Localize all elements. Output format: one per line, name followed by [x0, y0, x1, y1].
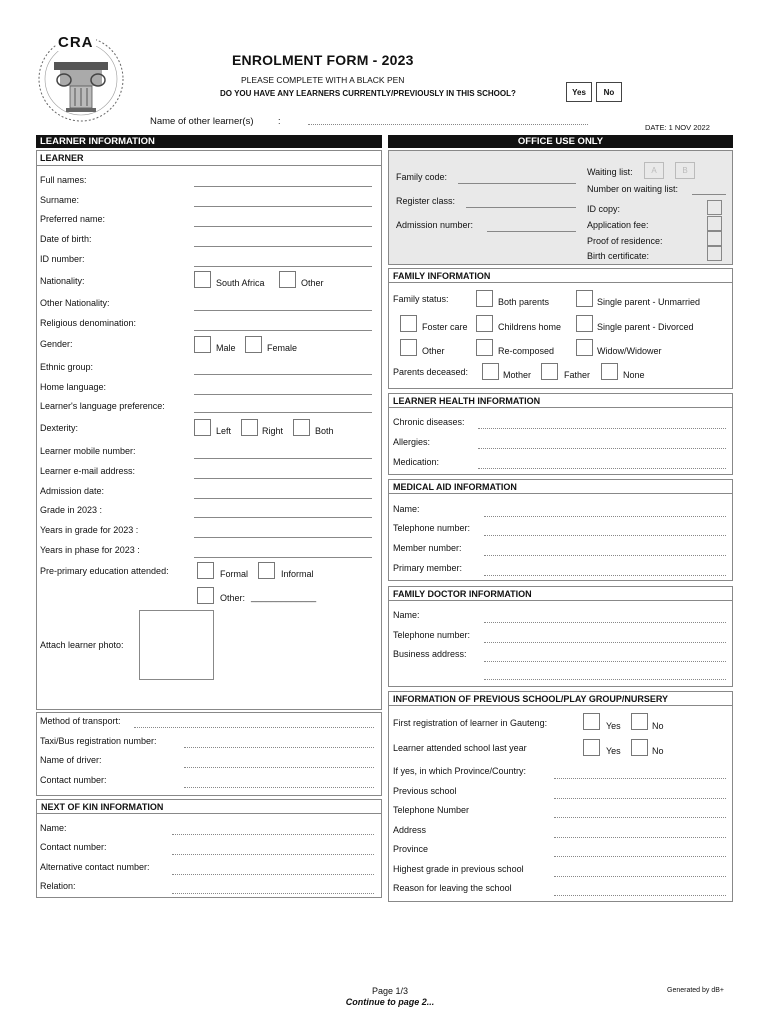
kin-relation-input[interactable]	[172, 893, 374, 894]
previous-school-label: Previous school	[393, 786, 457, 796]
preprimary-other-blank[interactable]: _____________	[251, 592, 317, 602]
id-copy-checkbox[interactable]	[707, 200, 722, 215]
family-other-checkbox[interactable]	[400, 339, 417, 356]
full-names-input[interactable]	[194, 186, 372, 187]
generator-note: Generated by dB+	[667, 987, 725, 994]
admission-date-label: Admission date:	[40, 486, 105, 496]
kin-contact-input[interactable]	[172, 854, 374, 855]
highest-grade-input[interactable]	[554, 876, 726, 877]
learner-info-banner: LEARNER INFORMATION	[36, 135, 382, 148]
dexterity-label: Dexterity:	[40, 423, 79, 433]
grade-input[interactable]	[194, 517, 372, 518]
kin-relation-label: Relation:	[40, 881, 76, 891]
first-reg-yes-option: Yes	[606, 721, 621, 731]
form-date: DATE: 1 NOV 2022	[645, 123, 710, 132]
other-nationality-label: Other Nationality:	[40, 298, 110, 308]
school-logo	[32, 34, 130, 124]
application-fee-label: Application fee:	[587, 220, 649, 230]
mobile-label: Learner mobile number:	[40, 446, 136, 456]
other-learner-input[interactable]	[308, 124, 588, 125]
years-grade-label: Years in grade for 2023 :	[40, 525, 139, 535]
both-parents-checkbox[interactable]	[476, 290, 493, 307]
doctor-telephone-label: Telephone number:	[393, 630, 471, 640]
south-africa-option: South Africa	[216, 278, 265, 288]
province-country-input[interactable]	[554, 778, 726, 779]
register-class-input[interactable]	[466, 207, 576, 208]
last-year-yes-option: Yes	[606, 746, 621, 756]
chronic-label: Chronic diseases:	[393, 417, 465, 427]
email-label: Learner e-mail address:	[40, 466, 136, 476]
doctor-panel	[388, 601, 733, 687]
none-checkbox[interactable]	[601, 363, 618, 380]
male-option: Male	[216, 343, 236, 353]
right-option: Right	[262, 426, 284, 436]
nationality-other-option: Other	[301, 278, 324, 288]
id-number-input[interactable]	[194, 266, 372, 267]
family-status-label: Family status:	[393, 294, 449, 304]
photo-label: Attach learner photo:	[40, 640, 124, 650]
number-waiting-label: Number on waiting list:	[587, 184, 679, 194]
kin-name-label: Name:	[40, 823, 67, 833]
primary-member-label: Primary member:	[393, 563, 463, 573]
form-title: ENROLMENT FORM - 2023	[232, 52, 414, 68]
birth-cert-checkbox[interactable]	[707, 246, 722, 261]
both-parents-option: Both parents	[498, 297, 550, 307]
surname-label: Surname:	[40, 195, 80, 205]
sibling-no-box[interactable]: No	[596, 82, 622, 102]
family-info-header: FAMILY INFORMATION	[388, 268, 733, 283]
single-divorced-option: Single parent - Divorced	[597, 322, 694, 332]
kin-contact-label: Contact number:	[40, 842, 107, 852]
transport-contact-input[interactable]	[184, 787, 374, 788]
doctor-name-input[interactable]	[484, 622, 726, 623]
doctor-address-input[interactable]	[484, 661, 726, 662]
prev-telephone-label: Telephone Number	[393, 805, 470, 815]
right-checkbox[interactable]	[241, 419, 258, 436]
transport-method-label: Method of transport:	[40, 716, 121, 726]
ethnic-label: Ethnic group:	[40, 362, 94, 372]
waiting-list-b-box[interactable]: B	[675, 162, 695, 179]
single-divorced-checkbox[interactable]	[576, 315, 593, 332]
admission-number-label: Admission number:	[396, 220, 474, 230]
waiting-list-a-box[interactable]: A	[644, 162, 664, 179]
email-input[interactable]	[194, 478, 372, 479]
waiting-list-label: Waiting list:	[587, 167, 633, 177]
male-checkbox[interactable]	[194, 336, 211, 353]
first-reg-yes-checkbox[interactable]	[583, 713, 600, 730]
nationality-label: Nationality:	[40, 276, 85, 286]
allergies-input[interactable]	[478, 448, 726, 449]
informal-option: Informal	[281, 569, 314, 579]
number-waiting-input[interactable]	[692, 194, 726, 195]
left-checkbox[interactable]	[194, 419, 211, 436]
taxi-registration-input[interactable]	[184, 747, 374, 748]
logo-text: CRA	[58, 34, 94, 51]
health-header: LEARNER HEALTH INFORMATION	[388, 393, 733, 408]
primary-member-input[interactable]	[484, 575, 726, 576]
formal-checkbox[interactable]	[197, 562, 214, 579]
last-year-yes-checkbox[interactable]	[583, 739, 600, 756]
highest-grade-label: Highest grade in previous school	[393, 864, 524, 874]
full-names-label: Full names:	[40, 175, 87, 185]
driver-name-input[interactable]	[184, 767, 374, 768]
widow-option: Widow/Widower	[597, 346, 662, 356]
preferred-name-input[interactable]	[194, 226, 372, 227]
admission-number-input[interactable]	[487, 231, 576, 232]
reason-leaving-input[interactable]	[554, 895, 726, 896]
home-language-input[interactable]	[194, 394, 372, 395]
south-africa-checkbox[interactable]	[194, 271, 211, 288]
preferred-name-label: Preferred name:	[40, 214, 106, 224]
kin-name-input[interactable]	[172, 834, 374, 835]
last-year-no-checkbox[interactable]	[631, 739, 648, 756]
office-use-banner: OFFICE USE ONLY	[388, 135, 733, 148]
kin-alt-contact-input[interactable]	[172, 874, 374, 875]
recomposed-checkbox[interactable]	[476, 339, 493, 356]
kin-alt-contact-label: Alternative contact number:	[40, 862, 150, 872]
medical-aid-header: MEDICAL AID INFORMATION	[388, 479, 733, 494]
transport-method-input[interactable]	[134, 727, 374, 728]
childrens-home-checkbox[interactable]	[476, 315, 493, 332]
first-reg-no-checkbox[interactable]	[631, 713, 648, 730]
foster-care-checkbox[interactable]	[400, 315, 417, 332]
id-number-label: ID number:	[40, 254, 85, 264]
mother-option: Mother	[503, 370, 532, 380]
pen-instruction: PLEASE COMPLETE WITH A BLACK PEN	[241, 75, 405, 85]
member-number-input[interactable]	[484, 555, 726, 556]
medication-label: Medication:	[393, 457, 440, 467]
medical-name-label: Name:	[393, 504, 420, 514]
admission-date-input[interactable]	[194, 498, 372, 499]
proof-residence-label: Proof of residence:	[587, 236, 663, 246]
doctor-telephone-input[interactable]	[484, 642, 726, 643]
doctor-name-label: Name:	[393, 610, 420, 620]
both-checkbox[interactable]	[293, 419, 310, 436]
prev-province-label: Province	[393, 844, 429, 854]
proof-residence-checkbox[interactable]	[707, 231, 722, 246]
parents-deceased-label: Parents deceased:	[393, 367, 469, 377]
medical-name-input[interactable]	[484, 516, 726, 517]
formal-option: Formal	[220, 569, 249, 579]
learner-photo-box[interactable]	[139, 610, 214, 680]
prev-address-input[interactable]	[554, 837, 726, 838]
father-option: Father	[564, 370, 591, 380]
widow-checkbox[interactable]	[576, 339, 593, 356]
nationality-other-checkbox[interactable]	[279, 271, 296, 288]
application-fee-checkbox[interactable]	[707, 216, 722, 231]
learner-subheader: LEARNER	[36, 150, 382, 166]
previous-school-header: INFORMATION OF PREVIOUS SCHOOL/PLAY GROUP/NURSERY	[388, 691, 733, 706]
family-other-option: Other	[422, 346, 445, 356]
other-nationality-input[interactable]	[194, 310, 372, 311]
years-grade-input[interactable]	[194, 537, 372, 538]
sibling-question: DO YOU HAVE ANY LEARNERS CURRENTLY/PREVIOUSLY IN THIS SCHOOL?	[220, 89, 516, 98]
prev-telephone-input[interactable]	[554, 817, 726, 818]
medical-telephone-label: Telephone number:	[393, 523, 471, 533]
allergies-label: Allergies:	[393, 437, 431, 447]
mobile-input[interactable]	[194, 458, 372, 459]
driver-name-label: Name of driver:	[40, 755, 102, 765]
none-option: None	[623, 370, 645, 380]
register-class-label: Register class:	[396, 196, 456, 206]
ethnic-input[interactable]	[194, 374, 372, 375]
childrens-home-option: Childrens home	[498, 322, 562, 332]
other-learner-label: Name of other learner(s)	[150, 116, 254, 127]
next-of-kin-header: NEXT OF KIN INFORMATION	[36, 799, 382, 814]
medical-telephone-input[interactable]	[484, 535, 726, 536]
preprimary-other-checkbox[interactable]	[197, 587, 214, 604]
preprimary-other-option: Other:	[220, 593, 246, 603]
reason-leaving-label: Reason for leaving the school	[393, 883, 512, 893]
doctor-address-input-2[interactable]	[484, 679, 726, 680]
language-pref-label: Learner's language preference:	[40, 401, 165, 411]
female-option: Female	[267, 343, 298, 353]
first-reg-no-option: No	[652, 721, 664, 731]
foster-care-option: Foster care	[422, 322, 468, 332]
religion-input[interactable]	[194, 330, 372, 331]
single-unmarried-checkbox[interactable]	[576, 290, 593, 307]
years-phase-label: Years in phase for 2023 :	[40, 545, 140, 555]
previous-school-input[interactable]	[554, 798, 726, 799]
sibling-yes-box[interactable]: Yes	[566, 82, 592, 102]
family-code-input[interactable]	[458, 183, 576, 184]
language-pref-input[interactable]	[194, 412, 372, 413]
birth-cert-label: Birth certificate:	[587, 251, 650, 261]
province-country-label: If yes, in which Province/Country:	[393, 766, 527, 776]
chronic-input[interactable]	[478, 428, 726, 429]
next-of-kin-panel	[36, 814, 382, 898]
last-year-no-option: No	[652, 746, 664, 756]
id-copy-label: ID copy:	[587, 204, 621, 214]
female-checkbox[interactable]	[245, 336, 262, 353]
continue-note: Continue to page 2...	[345, 997, 435, 1007]
mother-checkbox[interactable]	[482, 363, 499, 380]
taxi-registration-label: Taxi/Bus registration number:	[40, 736, 157, 746]
doctor-address-label: Business address:	[393, 649, 467, 659]
grade-label: Grade in 2023 :	[40, 505, 103, 515]
single-unmarried-option: Single parent - Unmarried	[597, 297, 701, 307]
left-option: Left	[216, 426, 232, 436]
informal-checkbox[interactable]	[258, 562, 275, 579]
surname-input[interactable]	[194, 206, 372, 207]
years-phase-input[interactable]	[194, 557, 372, 558]
transport-contact-label: Contact number:	[40, 775, 107, 785]
gender-label: Gender:	[40, 339, 73, 349]
home-language-label: Home language:	[40, 382, 107, 392]
medication-input[interactable]	[478, 468, 726, 469]
preprimary-label: Pre-primary education attended:	[40, 566, 169, 576]
member-number-label: Member number:	[393, 543, 462, 553]
prev-province-input[interactable]	[554, 856, 726, 857]
dob-input[interactable]	[194, 246, 372, 247]
first-registration-label: First registration of learner in Gauteng:	[393, 718, 548, 728]
dob-label: Date of birth:	[40, 234, 92, 244]
attended-last-year-label: Learner attended school last year	[393, 743, 527, 753]
other-learner-colon: :	[278, 116, 281, 126]
prev-address-label: Address	[393, 825, 427, 835]
religion-label: Religious denomination:	[40, 318, 137, 328]
page-number: Page 1/3	[371, 986, 409, 996]
both-option: Both	[315, 426, 334, 436]
father-checkbox[interactable]	[541, 363, 558, 380]
recomposed-option: Re-composed	[498, 346, 555, 356]
family-code-label: Family code:	[396, 172, 448, 182]
doctor-header: FAMILY DOCTOR INFORMATION	[388, 586, 733, 601]
